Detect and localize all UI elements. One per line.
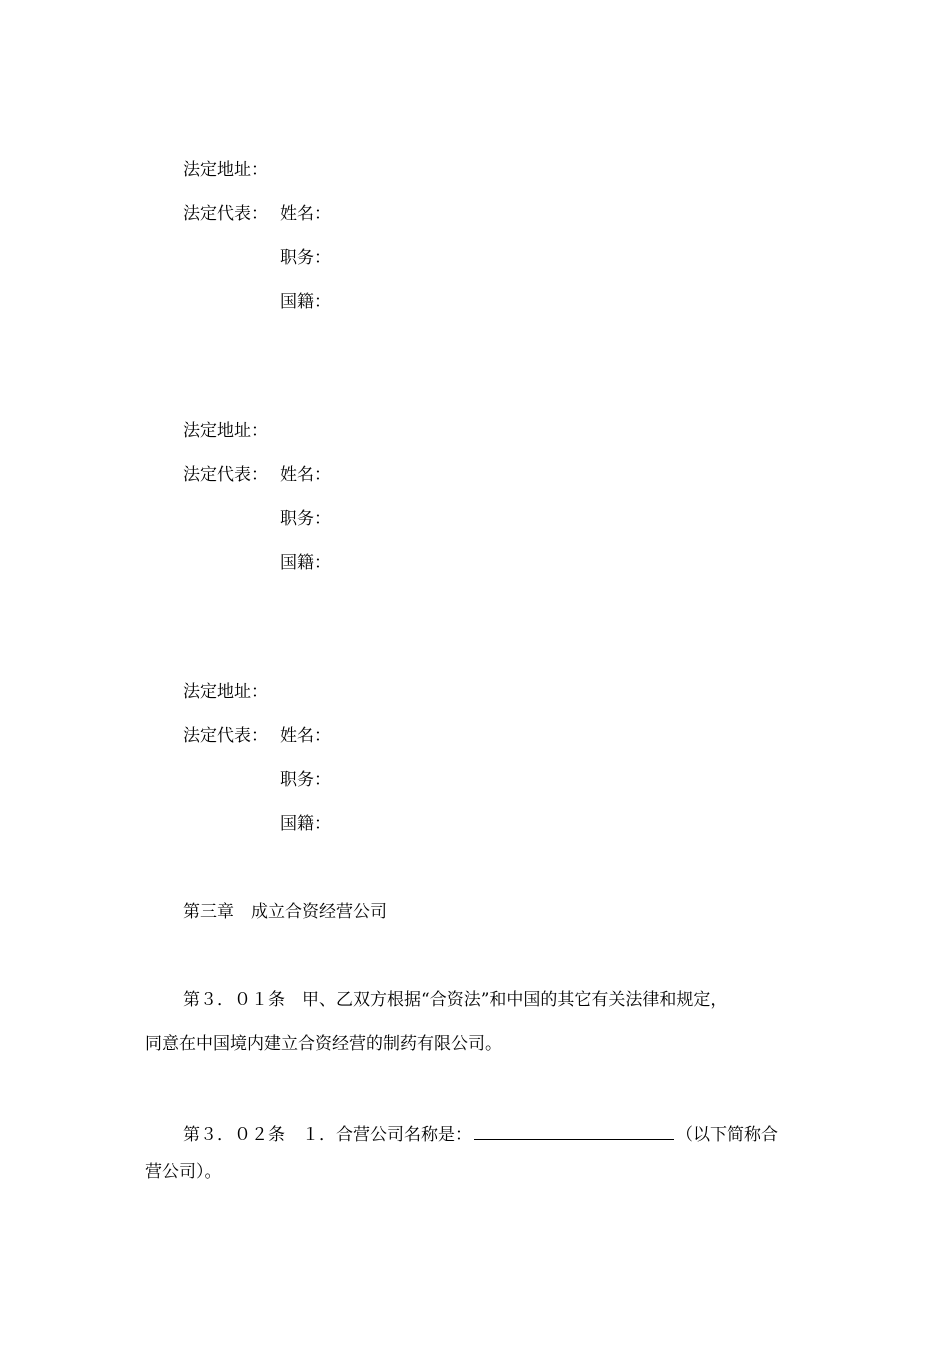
party-1-nationality-label: 国籍： [280, 292, 331, 312]
chapter-number: 第三章 [183, 902, 234, 922]
article-3-02-suffix: （以下简称合 [676, 1125, 778, 1145]
article-3-02-line-1 [183, 1121, 778, 1147]
party-1-rep-label: 法定代表： [183, 204, 268, 224]
party-2-nationality-label: 国籍： [280, 553, 331, 573]
party-2-position-label: 职务： [280, 509, 331, 529]
company-name-blank[interactable] [474, 1121, 674, 1140]
article-3-02-line-2: 营公司）。 [145, 1162, 222, 1182]
chapter-title: 成立合资经营公司 [251, 902, 387, 922]
party-3-name-label: 姓名： [280, 726, 331, 746]
party-2-name-label: 姓名： [280, 465, 331, 485]
article-3-01-line-2: 同意在中国境内建立合资经营的制药有限公司。 [145, 1034, 502, 1054]
article-3-01-line-1 [183, 988, 727, 1012]
party-3-nationality-label: 国籍： [280, 814, 331, 834]
party-3-address-label: 法定地址： [183, 682, 268, 702]
article-3-02-item: １．合营公司名称是： [302, 1125, 472, 1145]
party-2-rep-label: 法定代表： [183, 465, 268, 485]
chapter-heading [183, 900, 387, 924]
article-3-01-text-1: 甲、乙双方根据“合资法”和中国的其它有关法律和规定， [302, 990, 728, 1010]
party-3-rep-label: 法定代表： [183, 726, 268, 746]
party-2-address-label: 法定地址： [183, 421, 268, 441]
party-1-name-label: 姓名： [280, 204, 331, 224]
party-1-position-label: 职务： [280, 248, 331, 268]
party-3-position-label: 职务： [280, 770, 331, 790]
article-3-01-number: 第３．０１条 [183, 990, 285, 1010]
party-1-address-label: 法定地址： [183, 160, 268, 180]
article-3-02-number: 第３．０２条 [183, 1125, 285, 1145]
